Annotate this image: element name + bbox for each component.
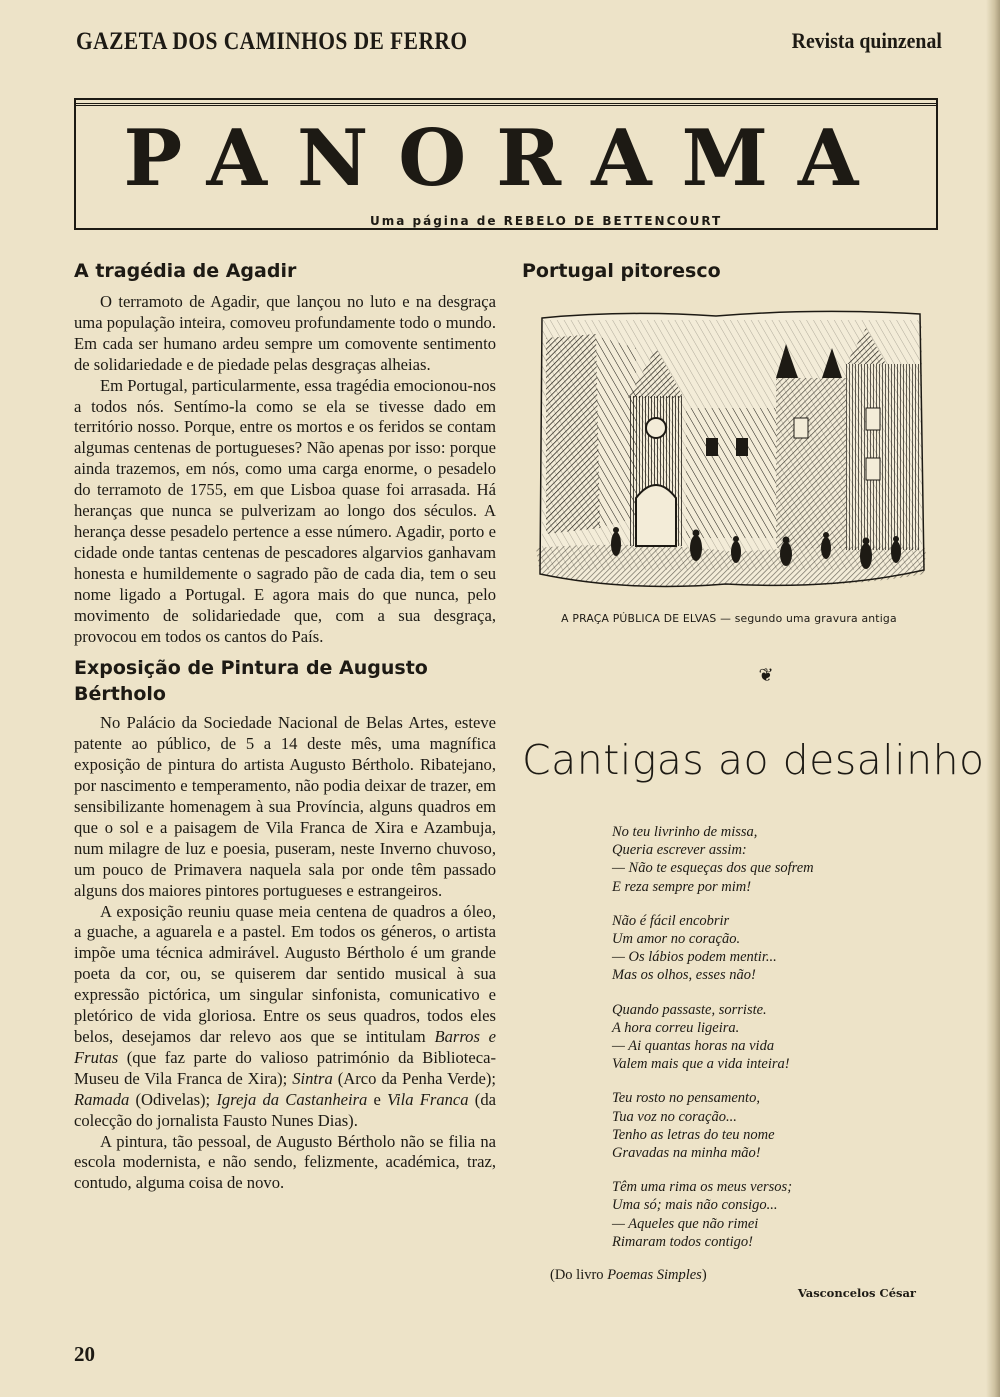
panorama-banner (74, 98, 938, 230)
portugal-pitoresco-title: Portugal pitoresco (522, 260, 721, 282)
article-agadir-paragraph-2: Em Portugal, particularmente, essa tragédia emocionou-nos a todos nós. Sentímo-la como se ela se tivesse dado em território nosso. Porque, entre os mortos e os feridos se contam algumas centenas de portugueses? Não apenas por isso: porque ainda trazemos, em nós, como uma carga enorme, o pesadelo do terramoto de 1755, em que Lisboa quase foi arrasada. Há heranças que nunca se pulverizam ao longo dos séculos. A herança desse pesadelo pertence a esse número. Agadir, porto e cidade onde tantas centenas de pescadores algarvios ganhavam honesta e humildemente o sagrado pão de cada dia, tem o seu nome ligado a Portugal. E agora mais do que nunca, pelo movimento de solidariedade que, com a sua desgraça, provocou em todos os cantos do País. (74, 375, 496, 646)
article-agadir-title: A tragédia de Agadir (74, 260, 297, 282)
running-header-subtitle: Revista quinzenal (791, 28, 942, 53)
article-exposicao-title: Exposição de Pintura de Augusto Bértholo (74, 657, 428, 706)
page-edge-shadow (986, 0, 1000, 1397)
poem-stanza: Não é fácil encobrir Um amor no coração. — Os lábios podem mentir... Mas os olhos, esses não! (612, 912, 777, 984)
poem-stanza: Têm uma rima os meus versos; Uma só; mais não consigo... — Aqueles que não rimei Rimaram todos contigo! (612, 1179, 793, 1250)
article-agadir-paragraph-1: O terramoto de Agadir, que lançou no luto e na desgraça uma população inteira, comoveu profundamente todo o mundo. Em cada ser humano ardeu sempre um comovente sentimento de solidariedade e de piedade pelas desgraças alheias. (74, 292, 496, 374)
running-header-title: GAZETA DOS CAMINHOS DE FERRO (76, 28, 468, 55)
right-column (522, 258, 985, 1301)
poem-title: Cantigas ao desalinho (522, 736, 985, 784)
poem-source: (Do livro Poemas Simples) (550, 1267, 707, 1284)
banner-byline: Uma página de REBELO DE BETTENCOURT (366, 214, 864, 228)
poem-body (612, 823, 940, 1251)
fleuron-ornament-icon: ❦ (758, 665, 774, 686)
page-number: 20 (74, 1342, 95, 1366)
article-exposicao-paragraph-1: No Palácio da Sociedade Nacional de Belas Artes, esteve patente ao público, de 5 a 14 deste mês, uma magnífica exposição de pintura do artista Augusto Bértholo. Ribatejano, por nascimento e temperamento, não podia deixar de trazer, em sensibilizante homenagem à sua Província, alguns quadros em que o sol e a paisagem de Vila Franca de Xira e Azambuja, num milagre de luz e poesia, puseram, neste Inverno chuvoso, um pouco de Primavera naquela sala por onde têm passado alguns dos maiores pintores portugueses e estrangeiros. (74, 713, 496, 900)
poem-stanza: No teu livrinho de missa, Queria escrever assim: — Não te esqueças dos que sofrem E reza sempre por mim! (612, 824, 814, 895)
engraving-caption: A PRAÇA PÚBLICA DE ELVAS — segundo uma gravura antiga (561, 612, 897, 625)
elvas-engraving-image (536, 308, 926, 594)
poem-stanza: Teu rosto no pensamento, Tua voz no coração... Tenho as letras do teu nome Gravadas na minha mão! (612, 1090, 775, 1162)
poem-stanza: Quando passaste, sorriste. A hora correu ligeira. — Ai quantas horas na vida Valem mais que a vida inteira! (612, 1001, 790, 1073)
article-exposicao-paragraph-3: A pintura, tão pessoal, de Augusto Bértholo não se filia na escola modernista, e não sendo, felizmente, académica, traz, contudo, alguma coisa de novo. (74, 1131, 496, 1193)
left-column (74, 258, 496, 1194)
poem-author: Vasconcelos César (797, 1286, 916, 1301)
article-exposicao-paragraph-2: A exposição reuniu quase meia centena de quadros a óleo, a guache, a aguarela e a pastel. Em todos os géneros, o artista impõe uma técnica admirável. Augusto Bértholo é um grande poeta da cor, ou, se quiserem dar sentido musical à sua expressão pictórica, um singular sinfonista, comunicativo e pletórico de vida gloriosa. Entre os seus quadros, todos eles belos, desejamos dar relevo aos que se intitulam Barros e Frutas (que faz parte do valioso património da Biblioteca-Museu de Vila Franca de Xira); Sintra (Arco da Penha Verde); Ramada (Odivelas); Igreja da Castanheira e Vila Franca (da colecção do jornalista Fausto Nunes Dias). (74, 901, 496, 1130)
panorama-title: PANORAMA (123, 113, 889, 204)
